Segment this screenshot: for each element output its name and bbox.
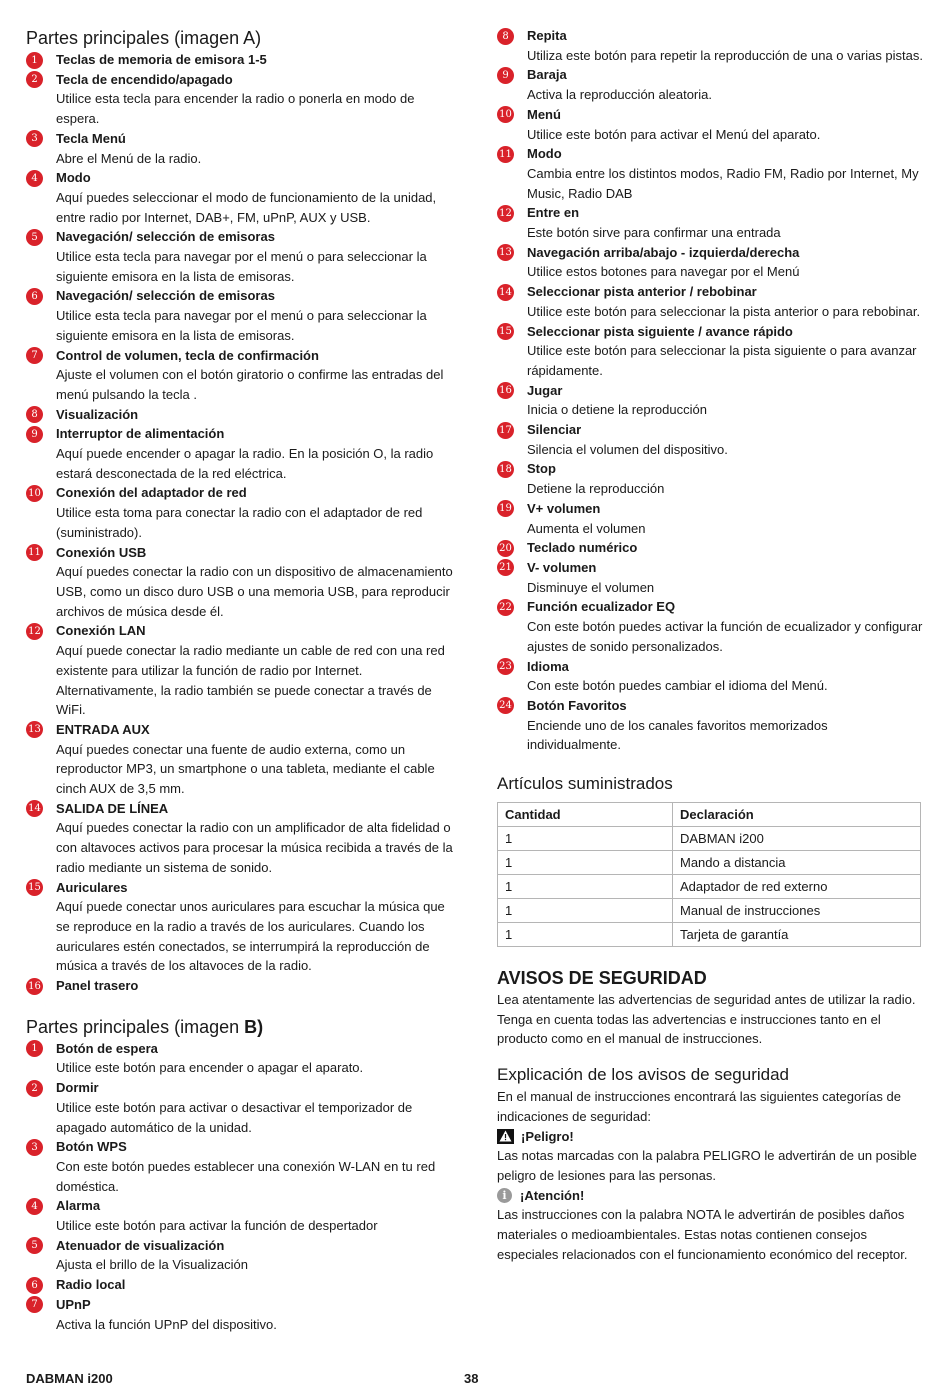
attention-label: ¡Atención! [520,1187,585,1203]
number-badge: 7 [26,347,43,364]
item-description: Aquí puede conectar la radio mediante un cable de red con una red existente para utilizar la función de radio por Internet. Alternativamente, la radio también se puede conectar a través de WiFi. [56,643,445,718]
number-badge: 18 [497,461,514,478]
list-item [497,538,925,558]
item-title: Visualización [56,406,139,422]
item-title: Stop [527,461,556,477]
table-cell: 1 [498,827,673,851]
list-item [26,1236,456,1275]
item-title: Entre en [527,205,580,221]
item-title: Conexión USB [56,544,147,560]
number-badge: 15 [497,323,514,340]
danger-row [497,1127,925,1147]
number-badge: 20 [497,540,514,557]
table-header-row [498,803,921,827]
item-description: Aquí puedes conectar una fuente de audio externa, como un reproductor MP3, un smartphone o una tableta, mediante el cable cinch AUX de 3,5 mm. [56,741,435,797]
item-title: Repita [527,28,567,43]
danger-label: ¡Peligro! [521,1128,574,1144]
parts-list-b-continued [497,26,925,755]
number-badge: 13 [26,721,43,738]
item-title: Atenuador de visualización [56,1237,225,1253]
number-badge: 4 [26,170,43,187]
item-title: Baraja [527,67,567,83]
list-item [497,243,925,282]
item-title: Modo [56,170,91,186]
item-title: Navegación/ selección de emisoras [56,229,275,245]
item-title: Idioma [527,658,569,674]
list-item [26,878,456,977]
list-item [497,144,925,203]
item-description: Utilice este botón para activar el Menú del aparato. [527,126,821,142]
item-title: Botón Favoritos [527,697,627,713]
item-title: UPnP [56,1296,91,1312]
number-badge: 3 [26,130,43,147]
number-badge: 21 [497,559,514,576]
list-item [26,1275,456,1295]
safety-text: Lea atentamente las advertencias de seguridad antes de utilizar la radio. Tenga en cuenta todas las advertencias e instrucciones tanto en el producto como en el manual de instrucciones. [497,992,916,1047]
item-title: Tecla de encendido/apagado [56,71,233,87]
table-cell: 1 [498,899,673,923]
item-description: Utilice esta tecla para navegar por el menú o para seleccionar la siguiente emisora en la lista de emisoras. [56,249,427,284]
item-title: ENTRADA AUX [56,721,150,737]
list-item [26,70,456,129]
item-title: Menú [527,106,561,122]
item-description: Cambia entre los distintos modos, Radio FM, Radio por Internet, My Music, Radio DAB [527,165,919,201]
safety-title: AVISOS DE SEGURIDAD [497,968,707,989]
number-badge: 23 [497,658,514,675]
number-badge: 19 [497,500,514,517]
item-description: Activa la reproducción aleatoria. [527,87,712,103]
list-item [497,558,925,597]
item-description: Utilice esta tecla para encender la radio o ponerla en modo de espera. [56,91,415,127]
item-description: Aquí puedes seleccionar el modo de funcionamiento de la unidad, entre radio por Internet, DAB+, FM, uPnP, AUX y USB. [56,189,437,225]
item-title: Auriculares [56,879,128,895]
item-title: Teclado numérico [527,540,638,556]
item-description: Este botón sirve para confirmar una entrada [527,225,781,241]
number-badge: 1 [26,52,43,69]
section-title-image-b: Partes principales (imagen B) [26,1016,264,1037]
item-title: Silenciar [527,422,582,438]
item-description: Utilice este botón para seleccionar la pista anterior o para rebobinar. [527,303,921,319]
list-item [497,322,925,381]
number-badge: 11 [497,146,514,163]
list-item [497,657,925,696]
item-description: Utilice este botón para seleccionar la pista siguiente o para avanzar rápidamente. [527,343,917,378]
list-item [26,286,456,345]
list-item [26,227,456,286]
number-badge: 1 [26,1040,43,1057]
safety-explanation-text: En el manual de instrucciones encontrará las siguientes categorías de indicaciones de seguridad: [497,1089,901,1124]
list-item [497,499,925,538]
attention-text: Las instrucciones con la palabra NOTA le advertirán de posibles daños materiales o medioambientales. Estas notas contienen consejos especiales relacionados con el funcionamiento económico del receptor. [497,1207,908,1262]
list-item [497,282,925,321]
number-badge: 22 [497,599,514,616]
item-title: Radio local [56,1277,126,1293]
number-badge: 12 [497,205,514,222]
item-title: Conexión del adaptador de red [56,485,247,501]
parts-list-a [26,50,456,996]
left-column [26,26,456,1334]
list-item [26,346,456,405]
number-badge: 5 [26,1237,43,1254]
item-description: Aquí puede encender o apagar la radio. En la posición O, la radio estará desconectada de la red eléctrica. [56,446,434,481]
number-badge: 15 [26,879,43,896]
list-item [26,1039,456,1078]
item-description: Ajusta el brillo de la Visualización [56,1257,248,1273]
number-badge: 14 [26,800,43,817]
item-title: Botón de espera [56,1040,158,1056]
item-description: Utilice este botón para encender o apagar el aparato. [56,1060,364,1076]
list-item [26,50,456,70]
item-description: Aumenta el volumen [527,520,646,536]
number-badge: 10 [26,485,43,502]
parts-list-b [26,1039,456,1335]
footer-page-number: 38 [464,1371,479,1386]
item-title: Botón WPS [56,1139,127,1155]
item-title: Navegación/ selección de emisoras [56,288,275,304]
table-cell: DABMAN i200 [673,827,921,851]
item-title: Teclas de memoria de emisora 1-5 [56,52,267,67]
list-item [26,1137,456,1196]
table-cell: Adaptador de red externo [673,875,921,899]
list-item [26,1078,456,1137]
list-item [26,483,456,542]
number-badge: 3 [26,1139,43,1156]
list-item [26,543,456,622]
list-item [26,1196,456,1235]
table-cell: 1 [498,923,673,947]
table-cell: 1 [498,851,673,875]
footer-product: DABMAN i200 [26,1371,113,1386]
list-item [26,1295,456,1334]
table-row [498,899,921,923]
list-item [26,621,456,720]
table-cell: Mando a distancia [673,851,921,875]
number-badge: 5 [26,229,43,246]
number-badge: 2 [26,1080,43,1097]
item-description: Enciende uno de los canales favoritos memorizados individualmente. [527,717,828,753]
list-item [497,26,925,65]
item-description: Silencia el volumen del dispositivo. [527,441,728,457]
warning-triangle-icon [497,1129,514,1144]
item-title: Panel trasero [56,978,139,994]
item-description: Inicia o detiene la reproducción [527,402,707,418]
item-title: SALIDA DE LÍNEA [56,800,169,816]
table-cell: Manual de instrucciones [673,899,921,923]
list-item [497,420,925,459]
supplied-items-title: Artículos suministrados [497,774,673,794]
item-description: Aquí puedes conectar la radio con un amplificador de alta fidelidad o con altavoces activos para procesar la música recibida a través de la radio mediante un sistema de sonido. [56,820,453,875]
number-badge: 9 [26,426,43,443]
item-description: Utilice esta tecla para navegar por el menú o para seleccionar la siguiente emisora en la lista de emisoras. [56,308,427,343]
list-item [497,65,925,104]
item-title: V- volumen [527,559,597,575]
list-item [497,203,925,242]
item-title: V+ volumen [527,500,601,516]
section-title-image-a: Partes principales (imagen A) [26,28,262,48]
number-badge: 12 [26,623,43,640]
number-badge: 11 [26,544,43,561]
item-title: Dormir [56,1080,99,1096]
item-description: Con este botón puedes cambiar el idioma del Menú. [527,678,828,694]
number-badge: 16 [26,978,43,995]
list-item [26,129,456,168]
list-item [26,720,456,799]
number-badge: 24 [497,697,514,714]
info-icon: i [497,1188,512,1203]
item-description: Utilice este botón para activar o desactivar el temporizador de apagado automático de la unidad. [56,1099,413,1135]
number-badge: 16 [497,382,514,399]
number-badge: 10 [497,106,514,123]
number-badge: 17 [497,422,514,439]
table-header-cell: Declaración [673,803,921,827]
item-title: Control de volumen, tecla de confirmación [56,347,319,363]
item-description: Ajuste el volumen con el botón giratorio o confirme las entradas del menú pulsando la tecla . [56,367,444,402]
item-description: Utilice este botón para activar la función de despertador [56,1218,378,1234]
table-cell: 1 [498,875,673,899]
number-badge: 6 [26,1277,43,1294]
item-description: Con este botón puedes establecer una conexión W-LAN en tu red doméstica. [56,1158,436,1194]
list-item [26,405,456,425]
list-item [497,381,925,420]
list-item [26,976,456,996]
table-header-cell: Cantidad [498,803,673,827]
number-badge: 8 [497,28,514,45]
number-badge: 2 [26,71,43,88]
item-title: Conexión LAN [56,623,146,639]
table-row [498,851,921,875]
list-item [26,424,456,483]
number-badge: 14 [497,284,514,301]
item-title: Función ecualizador EQ [527,599,676,615]
table-cell: Tarjeta de garantía [673,923,921,947]
item-title: Interruptor de alimentación [56,426,225,442]
item-description: Utilice esta toma para conectar la radio con el adaptador de red (suministrado). [56,505,423,540]
safety-explanation-title: Explicación de los avisos de seguridad [497,1065,790,1085]
supplied-items-table [497,802,921,947]
list-item [497,459,925,498]
item-title: Alarma [56,1198,101,1214]
right-column [497,26,925,1264]
item-description: Con este botón puedes activar la función de ecualizador y configurar ajustes de sonido personalizados. [527,619,923,654]
number-badge: 6 [26,288,43,305]
item-description: Disminuye el volumen [527,579,655,595]
item-description: Utilice estos botones para navegar por el Menú [527,264,800,280]
number-badge: 4 [26,1198,43,1215]
item-description: Detiene la reproducción [527,481,665,497]
item-description: Utiliza este botón para repetir la reproducción de una o varias pistas. [527,47,923,63]
item-description: Aquí puede conectar unos auriculares para escuchar la música que se reproduce en la radio a través de los auriculares. Cuando los auriculares estén conectados, se interrumpirá la reproducción de música a través de los altavoces de la radio. [56,899,445,974]
list-item [26,168,456,227]
table-row [498,923,921,947]
item-description: Activa la función UPnP del dispositivo. [56,1316,277,1332]
item-title: Seleccionar pista siguiente / avance rápido [527,323,793,339]
list-item [497,696,925,755]
item-description: Aquí puedes conectar la radio con un dispositivo de almacenamiento USB, como un disco duro USB o una memoria USB, para reproducir archivos de música desde él. [56,564,453,619]
number-badge: 9 [497,67,514,84]
item-title: Tecla Menú [56,130,126,146]
danger-text: Las notas marcadas con la palabra PELIGRO le advertirán de un posible peligro de lesiones para las personas. [497,1148,917,1183]
attention-row [497,1186,925,1206]
item-description: Abre el Menú de la radio. [56,150,202,166]
list-item [497,105,925,144]
item-title: Seleccionar pista anterior / rebobinar [527,284,757,300]
table-row [498,875,921,899]
item-title: Navegación arriba/abajo - izquierda/derecha [527,244,800,260]
number-badge: 8 [26,406,43,423]
number-badge: 13 [497,244,514,261]
table-row [498,827,921,851]
list-item [26,799,456,878]
item-title: Jugar [527,382,563,398]
number-badge: 7 [26,1296,43,1313]
item-title: Modo [527,146,562,162]
list-item [497,597,925,656]
